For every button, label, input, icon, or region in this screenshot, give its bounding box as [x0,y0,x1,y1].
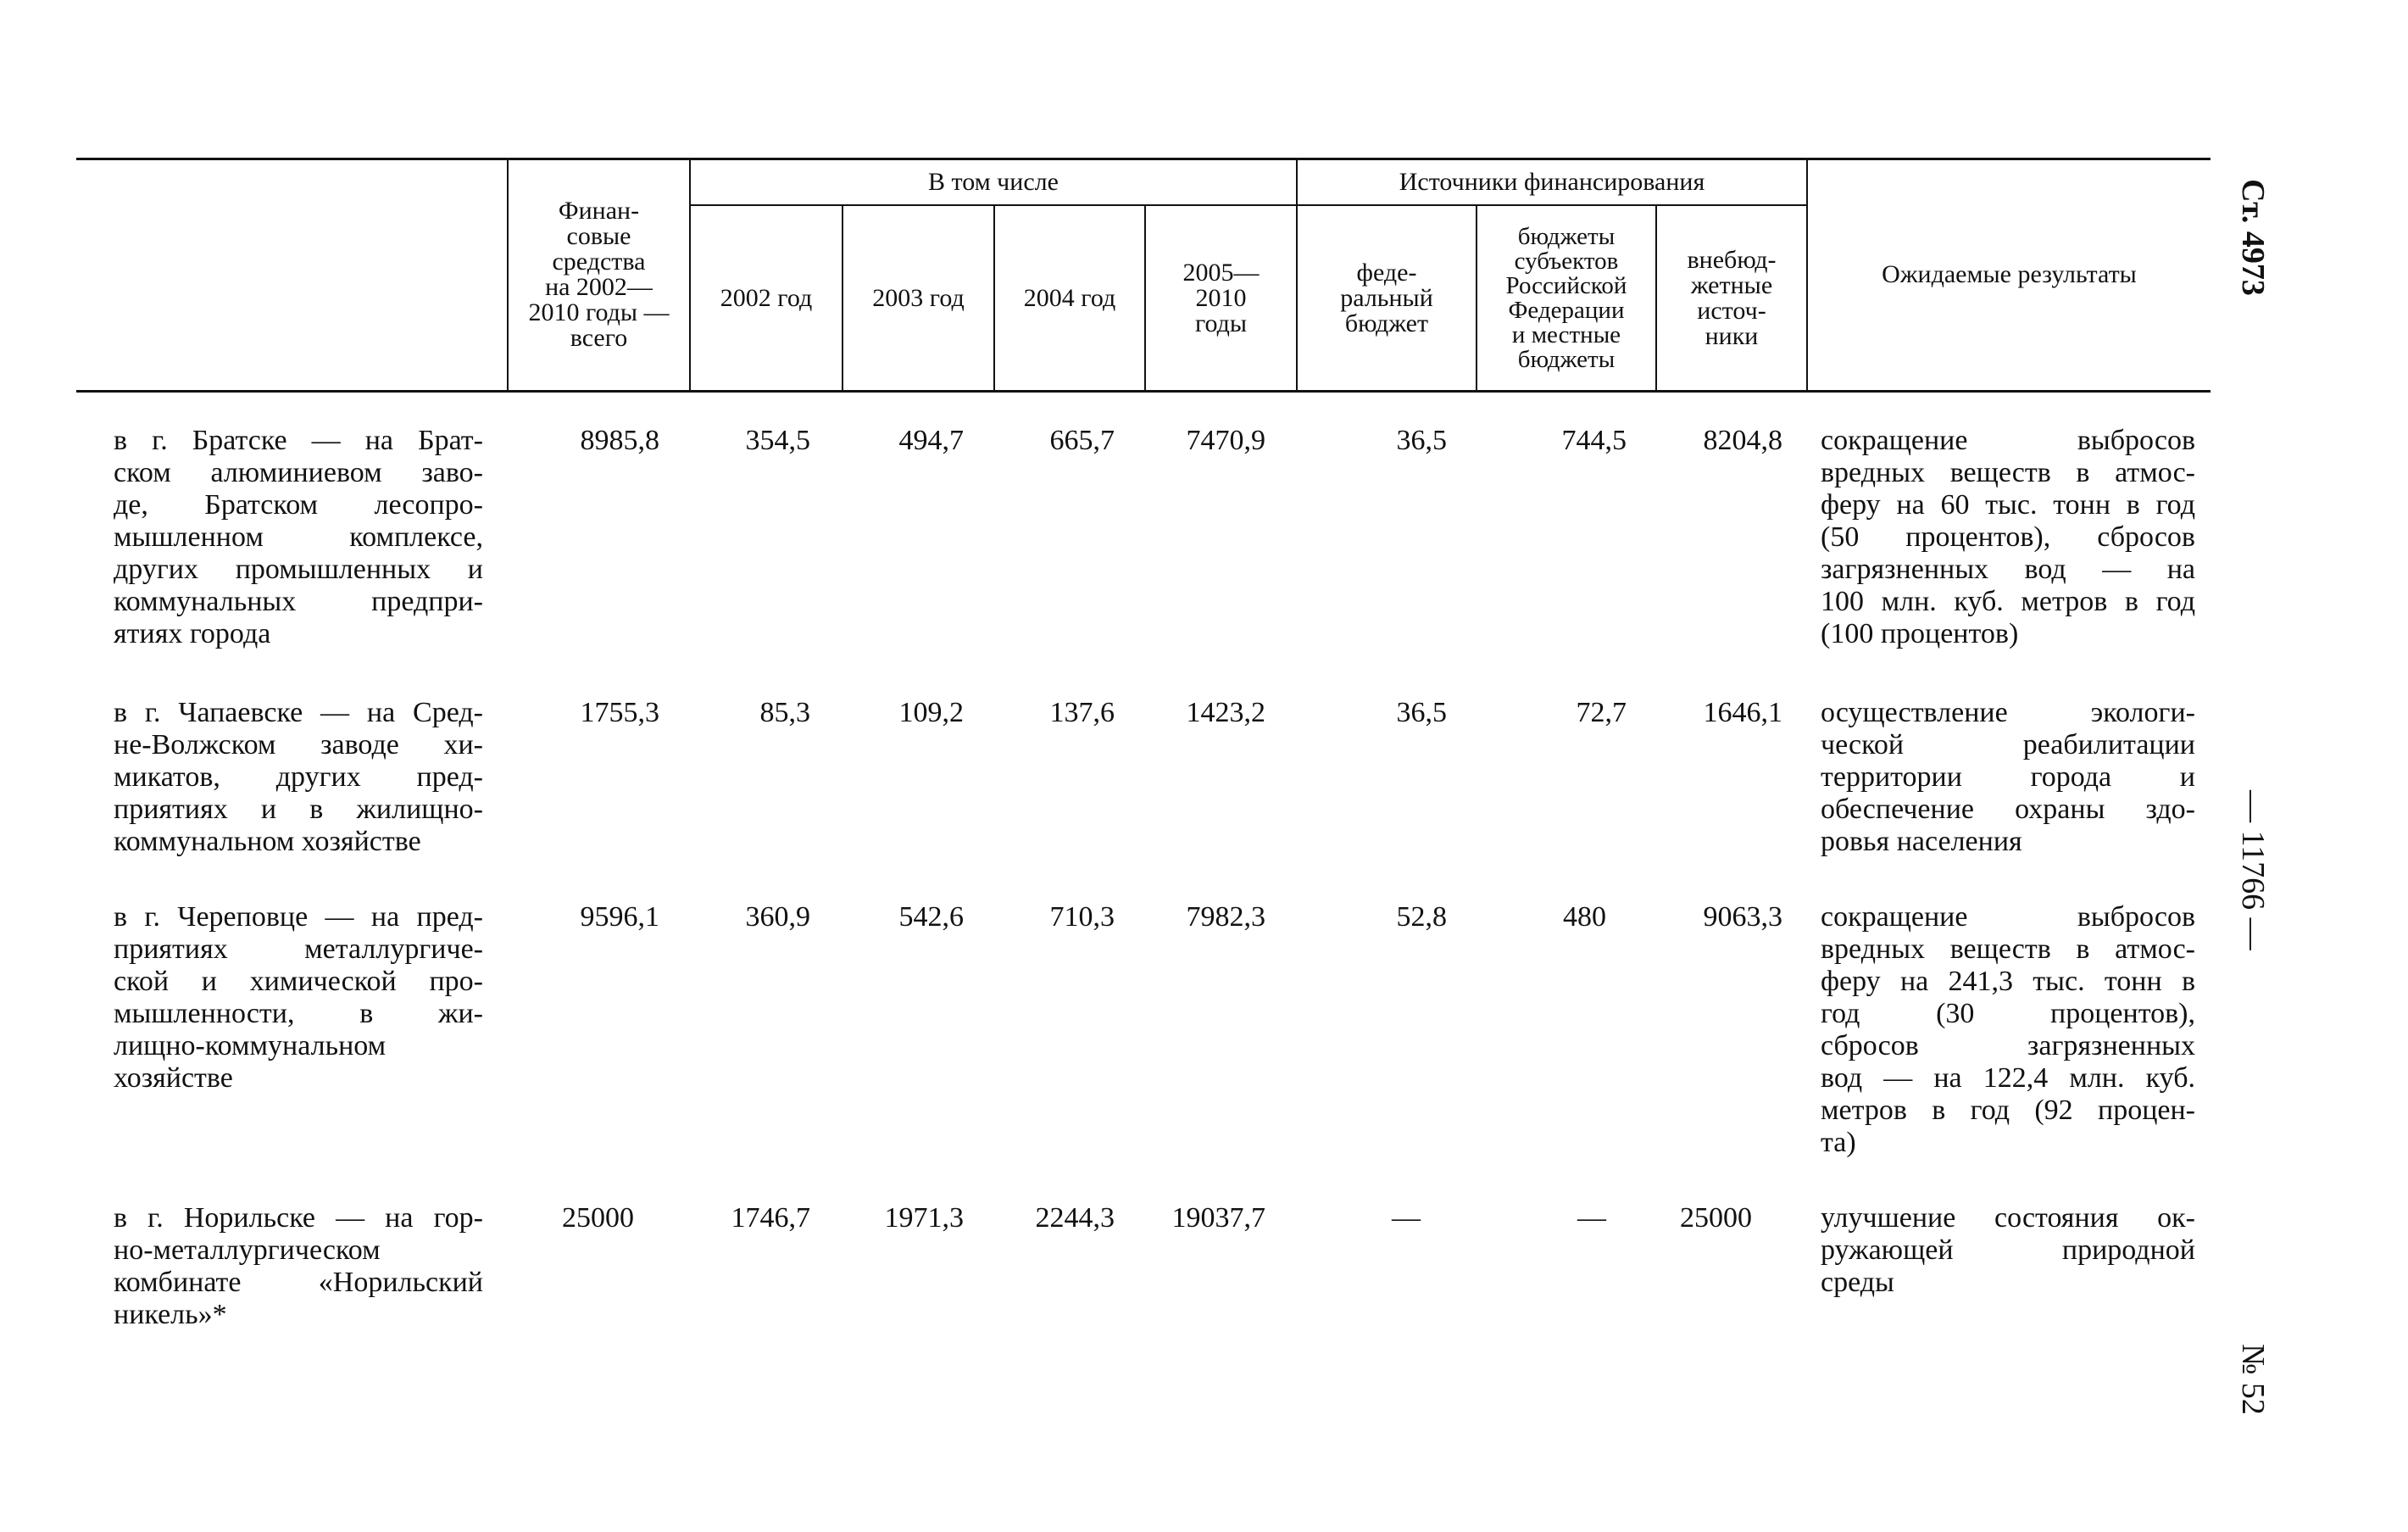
row-3-2005-2010: 7982,3 [1186,901,1265,933]
header-year-2003: 2003 год [872,283,965,312]
desc-line: микатов, других пред- [114,761,483,793]
desc-line: коммунальных предпри- [114,586,483,617]
result-line: метров в год (92 процен- [1821,1095,2195,1126]
desc-line: но-металлургическом [114,1234,381,1266]
row-3-regional: 480 [1563,901,1606,933]
row-3-offbudget: 9063,3 [1703,901,1782,933]
result-line: осуществление экологи- [1821,697,2195,728]
desc-line: в г. Чапаевске — на Сред- [114,697,483,728]
row-1-regional: 744,5 [1561,425,1627,456]
row-1-federal: 36,5 [1396,425,1447,456]
row-4-federal: — [1392,1202,1421,1234]
desc-line: не-Волжском заводе хи- [114,729,483,760]
row-3-result [1821,901,2195,1159]
row-3-description [114,901,483,1095]
row-4-regional: — [1577,1202,1606,1234]
row-1-2005-2010: 7470,9 [1186,425,1265,456]
result-line: ружающей природной [1821,1234,2195,1266]
row-1-2004: 665,7 [1049,425,1115,456]
row-4-offbudget: 25000 [1680,1202,1752,1234]
row-4-2005-2010: 19037,7 [1171,1202,1265,1234]
result-line: ровья населения [1821,826,2022,857]
row-2-description [114,697,483,858]
row-2-result [1821,697,2195,858]
row-4-2004: 2244,3 [1035,1202,1115,1234]
row-3-total: 9596,1 [580,901,659,933]
desc-line: никель»* [114,1299,227,1330]
result-line: сбросов загрязненных [1821,1030,2195,1061]
row-2-offbudget: 1646,1 [1703,697,1782,728]
header-bottom-rule [76,390,2211,393]
row-4-result [1821,1202,2195,1299]
row-2-2003: 109,2 [898,697,964,728]
header-federal-budget: феде- ральный бюджет [1340,258,1433,337]
result-line: та) [1821,1127,1856,1158]
desc-line: мышленности, в жи- [114,998,483,1029]
desc-line: хозяйстве [114,1062,233,1094]
row-4-total: 25000 [562,1202,634,1234]
row-4-description [114,1202,483,1331]
page-marker: Ст. 4973 [2235,179,2271,296]
row-3-federal: 52,8 [1396,901,1447,933]
row-2-2002: 85,3 [759,697,810,728]
result-line: среды [1821,1267,1894,1298]
result-line: обеспечение охраны здо- [1821,794,2195,825]
desc-line: в г. Братске — на Брат- [114,425,483,456]
result-line: сокращение выбросов [1821,901,2195,933]
desc-line: ском алюминиевом заво- [114,457,483,488]
result-line: год (30 процентов), [1821,998,2195,1029]
row-1-total: 8985,8 [580,425,659,456]
row-4-2003: 1971,3 [884,1202,964,1234]
result-line: улучшение состояния ок- [1821,1202,2195,1234]
result-line: сокращение выбросов [1821,425,2195,456]
page-number: — 11766 — [2235,790,2271,950]
result-line: (100 процентов) [1821,618,2019,649]
desc-line: приятиях металлургиче- [114,933,483,965]
result-line: (50 процентов), сбросов [1821,521,2195,553]
desc-line: коммунальном хозяйстве [114,826,421,857]
row-3-2002: 360,9 [745,901,810,933]
row-2-2005-2010: 1423,2 [1186,697,1265,728]
row-2-regional: 72,7 [1576,697,1627,728]
row-4-2002: 1746,7 [731,1202,810,1234]
desc-line: других промышленных и [114,554,483,585]
header-total: Финан- совые средства на 2002— 2010 годы — всего [528,197,670,352]
result-line: вредных веществ в атмос- [1821,457,2195,488]
header-sources: Источники финансирования [1399,167,1705,196]
row-2-federal: 36,5 [1396,697,1447,728]
row-1-offbudget: 8204,8 [1703,425,1782,456]
row-1-2002: 354,5 [745,425,810,456]
row-1-description [114,425,483,650]
result-line: феру на 241,3 тыс. тонн в [1821,966,2195,997]
header-in-that-number: В том числе [928,167,1059,196]
header-year-2005-2010: 2005— 2010 годы [1182,258,1260,337]
result-line: ческой реабилитации [1821,729,2195,760]
desc-line: мышленном комплексе, [114,521,483,553]
row-2-total: 1755,3 [580,697,659,728]
issue-number: № 52 [2235,1344,2271,1415]
header-year-2002: 2002 год [720,283,813,312]
desc-line: ятиях города [114,618,271,649]
row-1-2003: 494,7 [898,425,964,456]
desc-line: ской и химической про- [114,966,483,997]
result-line: вод — на 122,4 млн. куб. [1821,1062,2195,1094]
desc-line: де, Братском лесопро- [114,489,483,521]
header-regional-budgets: бюджеты субъектов Российской Федерации и местные бюджеты [1505,222,1627,373]
row-1-result [1821,425,2195,650]
row-2-2004: 137,6 [1049,697,1115,728]
header-off-budget: внебюд- жетные источ- ники [1687,245,1777,350]
result-line: вредных веществ в атмос- [1821,933,2195,965]
header-expected-results: Ожидаемые результаты [1882,260,2137,288]
result-line: феру на 60 тыс. тонн в год [1821,489,2195,521]
desc-line: лищно-коммунальном [114,1030,387,1061]
desc-line: в г. Череповце — на пред- [114,901,483,933]
desc-line: приятиях и в жилищно- [114,794,483,825]
result-line: загрязненных вод — на [1821,554,2195,585]
row-3-2004: 710,3 [1049,901,1115,933]
desc-line: комбинате «Норильский [114,1267,483,1298]
desc-line: в г. Норильске — на гор- [114,1202,483,1234]
result-line: территории города и [1821,761,2195,793]
header-year-2004: 2004 год [1023,283,1116,312]
result-line: 100 млн. куб. метров в год [1821,586,2195,617]
row-3-2003: 542,6 [898,901,964,933]
